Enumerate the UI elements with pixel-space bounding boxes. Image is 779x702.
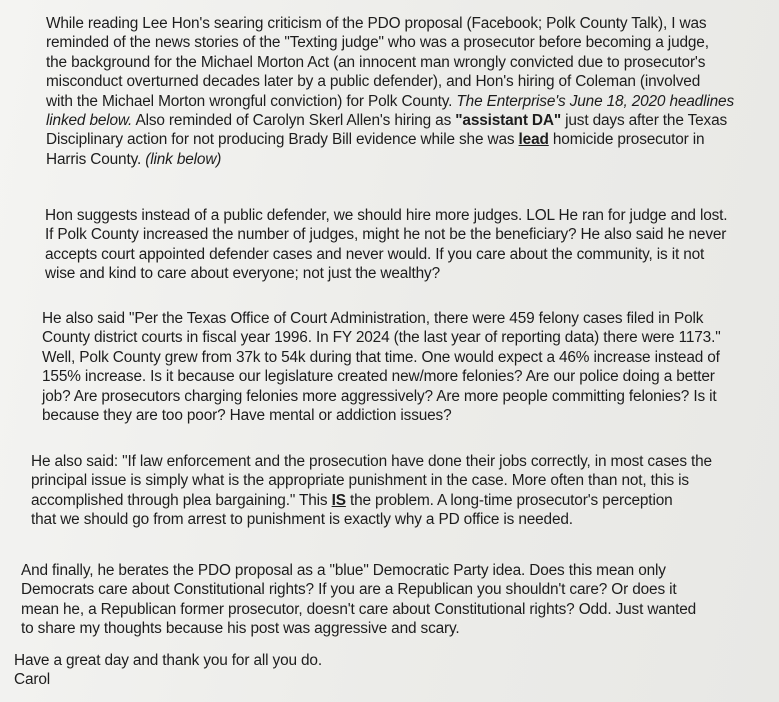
paragraph-1 [46,14,734,169]
text-line: 155% increase. Is it because our legislature created new/more felonies? Are our police doing a better [42,368,715,386]
text-line: accepts court appointed defender cases and never would. If you care about the community, is it not [45,245,705,263]
paragraph-2 [45,206,727,284]
text-line: to share my thoughts because his post was aggressive and scary. [21,620,460,638]
text-line [46,92,734,111]
text-line: While reading Lee Hon's searing criticism of the PDO proposal (Facebook; Polk County Talk), I was [46,15,707,32]
italic-link-note: (link below) [145,150,222,168]
text-line: If Polk County increased the number of judges, might he not be the beneficiary? He also said he never [45,226,727,244]
closing-line: Have a great day and thank you for all you do. [14,652,322,669]
text-line [31,491,712,510]
text-span: homicide prosecutor in [548,131,705,149]
text-span: the problem. A long-time prosecutor's perception [345,491,673,509]
bold-assistant-da: "assistant DA" [455,112,561,130]
text-span: Also reminded of Carolyn Skerl Allen's hiring as [132,112,456,130]
text-line: mean he, a Republican former prosecutor, doesn't care about Constitutional rights? Odd. Just wanted [21,600,697,618]
text-line: And finally, he berates the PDO proposal as a "blue" Democratic Party idea. Does this mean only [21,562,666,579]
paragraph-3 [42,309,721,425]
text-line: wise and kind to care about everyone; not just the wealthy? [45,265,440,283]
text-line [46,130,734,149]
text-line: that we should go from arrest to punishment is exactly why a PD office is needed. [31,511,573,529]
signature: Carol [14,671,51,688]
bold-underlined-is: IS [331,491,346,509]
text-line: principal issue is simply what is the appropriate punishment in the case. More often than not, this is [31,472,689,490]
text-line: Hon suggests instead of a public defender, we should hire more judges. LOL He ran for judge and lost. [45,207,728,224]
text-span: accomplished through plea bargaining." This [31,491,332,509]
text-span: Harris County. [46,150,146,168]
text-line: reminded of the news stories of the "Texting judge" who was a prosecutor before becoming a judge, [46,34,709,52]
text-line: Well, Polk County grew from 37k to 54k during that time. One would expect a 46% increase instead of [42,348,720,366]
paragraph-5 [21,561,696,639]
italic-link-note: linked below. [46,112,133,130]
text-line: misconduct overturned decades later by a public defender), and Hon's hiring of Coleman (involved [46,73,701,91]
text-line: because they are too poor? Have mental or addiction issues? [42,407,452,425]
text-span: Disciplinary action for not producing Brady Bill evidence while she was [46,131,519,149]
text-line: the background for the Michael Morton Act (an innocent man wrongly convicted due to prosecutor's [46,53,706,71]
text-line [46,150,734,169]
text-line: Democrats care about Constitutional rights? If you are a Republican you shouldn't care? Or does it [21,581,677,599]
paragraph-4 [31,452,712,530]
text-line: He also said: "If law enforcement and the prosecution have done their jobs correctly, in most cases the [31,453,712,470]
italic-headline-note: The Enterprise's June 18, 2020 headlines [456,92,734,110]
bold-underlined-lead: lead [518,131,549,149]
text-line [46,111,734,130]
text-span: just days after the Texas [561,112,728,130]
text-line: He also said "Per the Texas Office of Court Administration, there were 459 felony cases filed in Polk [42,310,704,327]
text-line: County district courts in fiscal year 1996. In FY 2024 (the last year of reporting data) there were 1173." [42,329,721,347]
text-line: job? Are prosecutors charging felonies more aggressively? Are more people committing felonies? Is it [42,387,717,405]
text-span: with the Michael Morton wrongful conviction) for Polk County. [46,92,457,110]
